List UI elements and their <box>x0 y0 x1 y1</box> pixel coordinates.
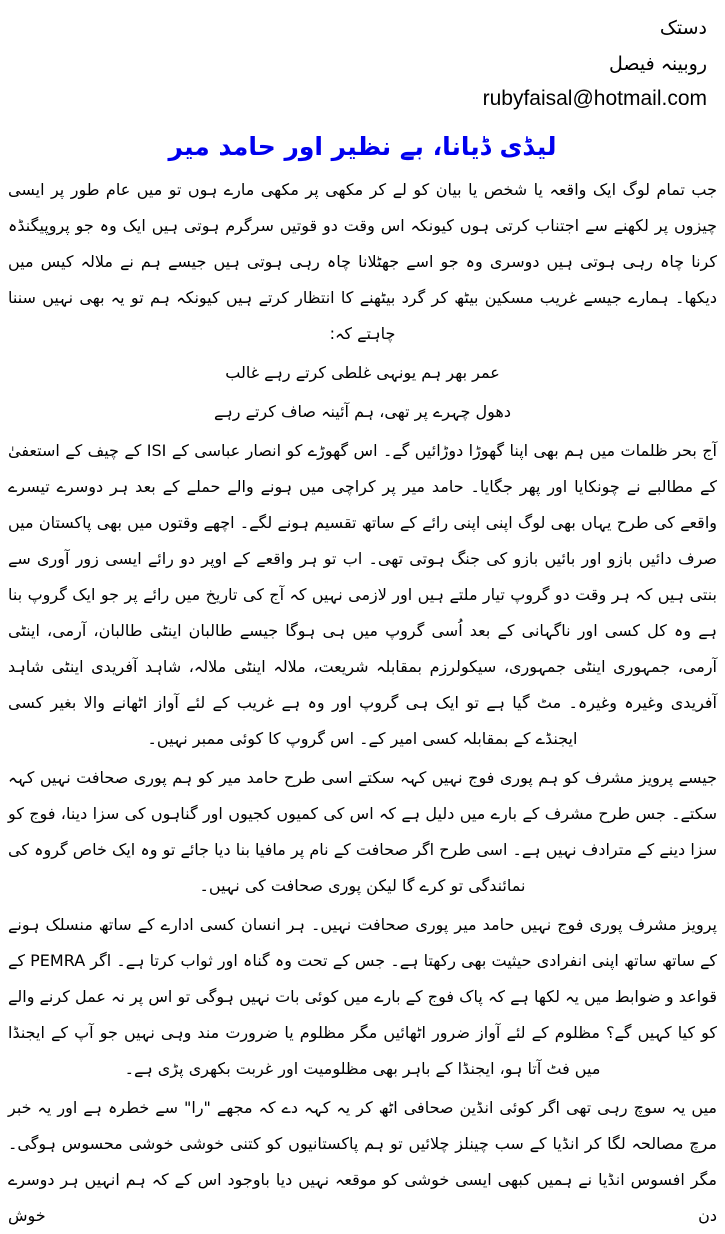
paragraph-3: جیسے پرویز مشرف کو ہم پوری فوج نہیں کہہ سکتے اسی طرح حامد میر کو ہم پوری صحافت نہیں کہہ سکتے۔ جس طرح مشرف کے بارے میں دلیل ہے کہ اس کی کمیوں کجیوں اور گناہوں کی سزا دینا، فوج کو سزا دینے کے مترادف نہیں ہے۔ اسی طرح اگر صحافت کے نام پر مافیا بنا دیا جائے تو وہ ایک خاص گروہ کی نمائندگی تو کرے گا لیکن پوری صحافت کی نہیں۔ <box>8 768 717 895</box>
column-name: دستک <box>659 17 707 39</box>
article-body <box>8 172 717 1234</box>
author-email: rubyfaisal@hotmail.com <box>482 87 707 110</box>
verse-line-2: دھول چہرے پر تھی، ہم آئینہ صاف کرتے رہے <box>214 402 511 421</box>
paragraph-2: آج بحر ظلمات میں ہم بھی اپنا گھوڑا دوڑائیں گے۔ اس گھوڑے کو انصار عباسی کے ISI کے چیف کے استعفیٰ کے مطالبے نے چونکایا اور پھر جگایا۔ حامد میر پر کراچی میں ہونے والے حملے کے بعد ہر دوسرے تیسرے واقعے کی طرح یہاں بھی لوگ اپنی اپنی رائے کے ساتھ تقسیم ہونے لگے۔ اچھے وقتوں میں بھی پاکستان میں صرف دائیں بازو اور بائیں بازو کی جنگ ہوتی تھی۔ اب تو ہر واقعے کے اوپر دو رائے ایسی زور آوری سے بنتی ہیں کہ ہر وقت دو گروپ تیار ملتے ہیں اور لازمی نہیں کہ آج کی تاریخ میں رائے پر جو ایک گروپ بنا ہے وہ کل کسی اور ناگہانی کے بعد اُسی گروپ میں ہی ہوگا جیسے طالبان اینٹی طالبان، آرمی، اینٹی آرمی، جمہوری اینٹی جمہوری، سیکولرزم بمقابلہ شریعت، ملالہ اینٹی ملالہ، شاہد آفریدی اینٹی شاہد آفریدی وغیرہ وغیرہ۔ مٹ گیا ہے تو ایک ہی گروپ اور وہ ہے غریب کے لئے آواز اٹھانے والا بغیر کسی ایجنڈے کے بمقابلہ کسی امیر کے۔ اس گروپ کا کوئی ممبر نہیں۔ <box>8 441 718 748</box>
paragraph-4: پرویز مشرف پوری فوج نہیں حامد میر پوری صحافت نہیں۔ ہر انسان کسی ادارے کے ساتھ منسلک ہونے کے ساتھ ساتھ اپنی انفرادی حیثیت بھی رکھتا ہے۔ جس کے تحت وہ گناہ اور ثواب کرتا ہے۔ اگر PEMRA کے قواعد و ضوابط میں یہ لکھا ہے کہ پاک فوج کے بارے میں کوئی بات نہیں ہوگی تو اس پر نہ عمل کرنے والے کو کیا کہیں گے؟ مظلوم کے لئے آواز ضرور اٹھائیں مگر مظلوم یا ضرورت مند وہی نہیں جو آپ کے ایجنڈا میں فٹ آتا ہو، ایجنڈا کے باہر بھی مظلومیت اور غربت بکھری پڑی ہے۔ <box>8 915 718 1078</box>
paragraph-5: میں یہ سوچ رہی تھی اگر کوئی انڈین صحافی اٹھ کر یہ کہہ دے کہ مجھے "را" سے خطرہ ہے اور یہ خبر مرچ مصالحہ لگا کر انڈیا کے سب چینلز چلائیں تو ہم پاکستانیوں کو کتنی خوشی خوشی محسوس ہوگی۔ مگر افسوس انڈیا نے ہمیں کبھی ایسی خوشی کو موقعہ نہیں دیا باوجود اس کے کہ ہم انہیں ہر دوسرے دن خوش <box>8 1098 717 1225</box>
paragraph-1: جب تمام لوگ ایک واقعہ یا شخص یا بیان کو لے کر مکھی پر مکھی مارے ہوں تو میں عام طور پر ایسی چیزوں پر لکھنے سے اجتناب کرتی ہوں کیونکہ اس وقت دو قوتیں سرگرم ہوتی ہیں ایک وہ جو پروپیگنڈہ کرنا چاہ رہی ہوتی ہیں دوسری وہ جو اسے جھٹلانا چاہ رہی ہوتی ہیں جیسے ہم نے ملالہ کیس میں دیکھا۔ ہمارے جیسے غریب مسکین بیٹھ کر گرد بیٹھنے کا انتظار کرتے ہیں کیونکہ ہم تو یہ بھی نہیں سننا چاہتے کہ: <box>8 180 717 343</box>
masthead <box>8 10 717 114</box>
verse-line-1: عمر بھر ہم یونہی غلطی کرتے رہے غالب <box>225 363 500 382</box>
article-title: لیڈی ڈیانا، بے نظیر اور حامد میر <box>168 132 557 161</box>
author-name: روبینہ فیصل <box>609 53 707 75</box>
